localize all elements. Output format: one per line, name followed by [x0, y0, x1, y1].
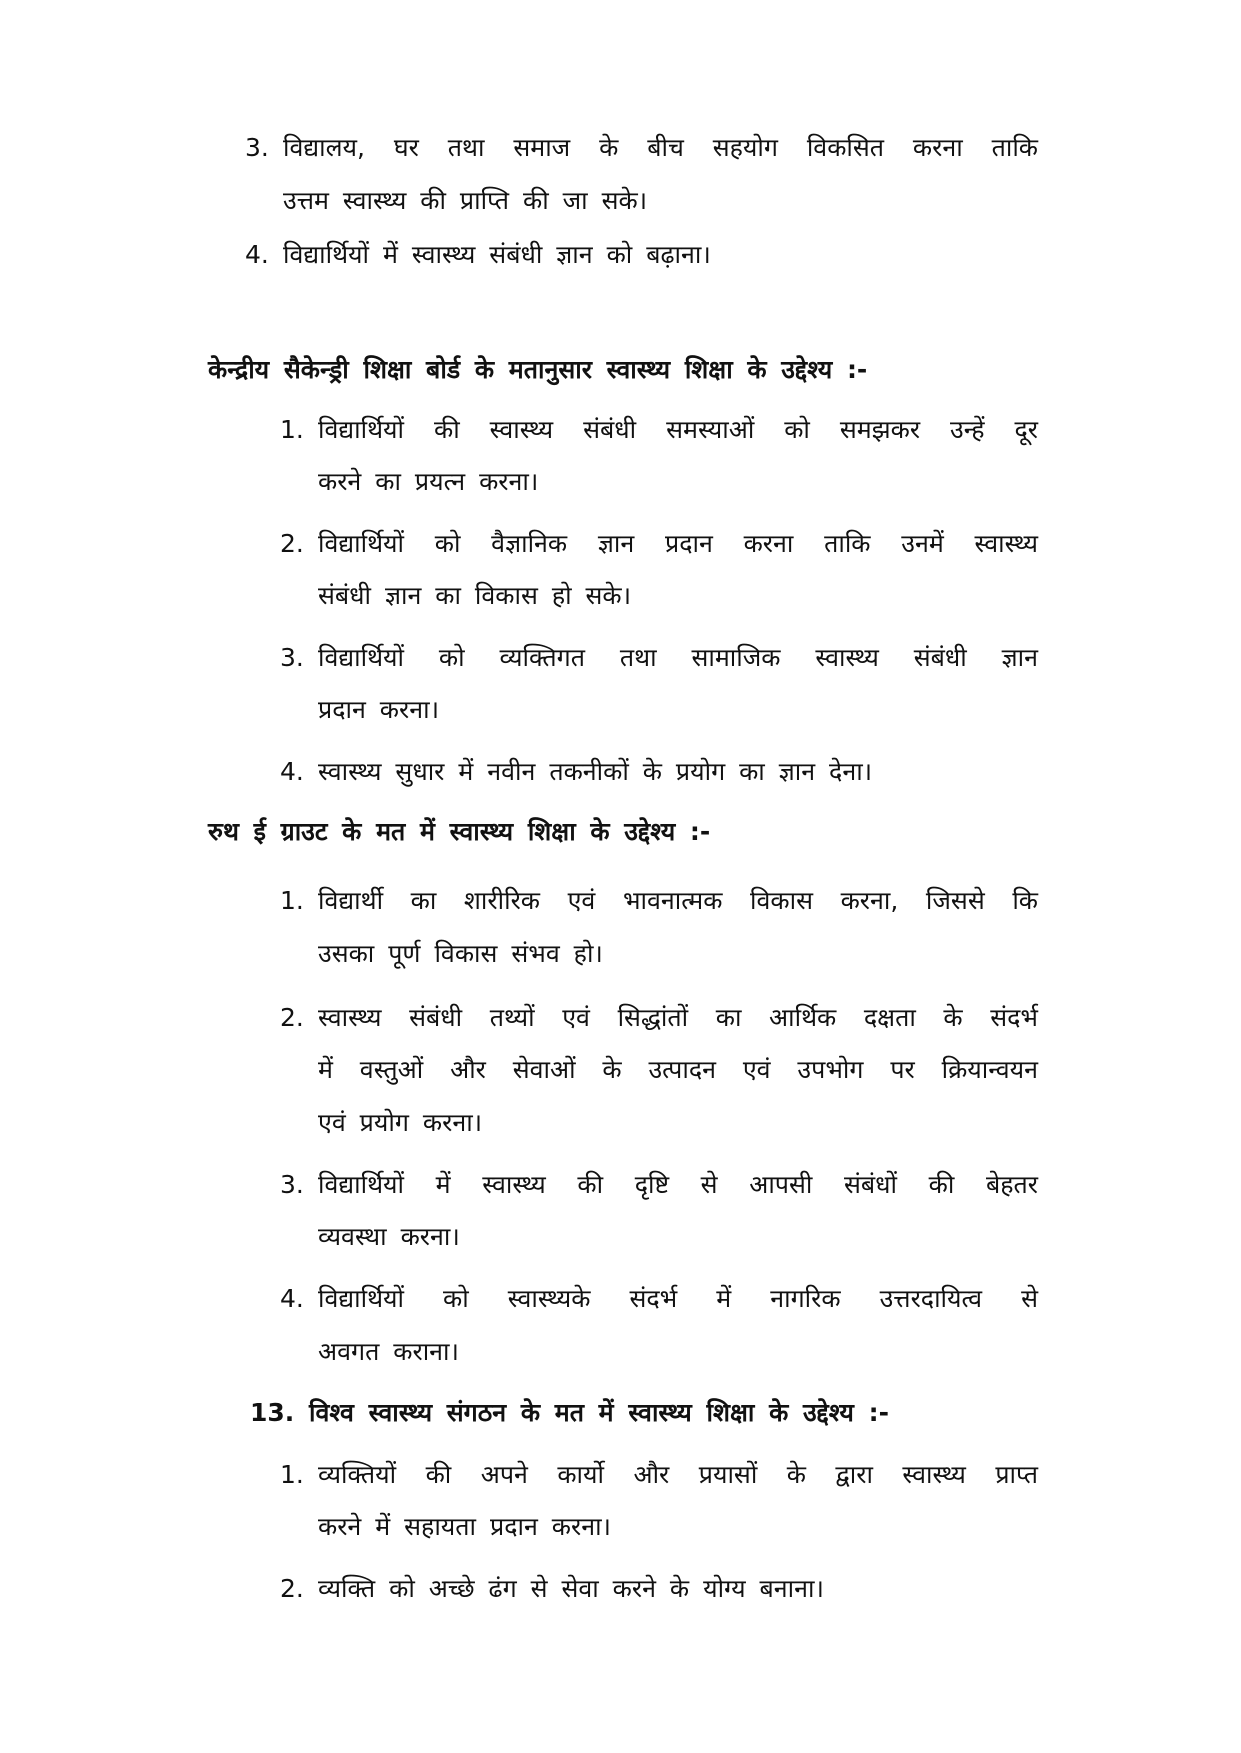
intro-item-3-line1: 3. विद्यालय, घर तथा समाज के बीच सहयोग विकसित करना ताकि [283, 131, 1038, 165]
grout-item-3-number: 3. [280, 1170, 304, 1199]
cbse-item-3-line1: 3. विद्यार्थियों को व्यक्तिगत तथा सामाजिक स्वास्थ्य संबंधी ज्ञान [318, 641, 1038, 675]
grout-item-3-line1: 3. विद्यार्थियों में स्वास्थ्य की दृष्टि से आपसी संबंधों की बेहतर [318, 1168, 1038, 1202]
grout-item-1-line2: उसका पूर्ण विकास संभव हो। [318, 939, 603, 968]
grout-item-4-number: 4. [280, 1284, 304, 1313]
cbse-item-2-line2: संबंधी ज्ञान का विकास हो सके। [318, 581, 632, 610]
grout-item-2-line1: 2. स्वास्थ्य संबंधी तथ्यों एवं सिद्धांतों का आर्थिक दक्षता के संदर्भ [318, 1001, 1038, 1035]
grout-item-2-line2: में वस्तुओं और सेवाओं के उत्पादन एवं उपभोग पर क्रियान्वयन [318, 1055, 1038, 1084]
section-heading-ruth-grout: रुथ ई ग्राउट के मत में स्वास्थ्य शिक्षा के उद्देश्य :- [208, 817, 711, 846]
intro-item-4-number: 4. [245, 240, 269, 269]
intro-item-3-number: 3. [245, 133, 269, 162]
cbse-item-4-number: 4. [280, 757, 304, 786]
who-item-1-line2: करने में सहायता प्रदान करना। [318, 1512, 612, 1541]
cbse-item-3-number: 3. [280, 643, 304, 672]
section-heading-cbse: केन्द्रीय सैकेन्ड्री शिक्षा बोर्ड के मतानुसार स्वास्थ्य शिक्षा के उद्देश्य :- [208, 355, 868, 384]
cbse-item-3-line2: प्रदान करना। [318, 695, 440, 724]
grout-item-1-number: 1. [280, 886, 304, 915]
cbse-item-4-line1: 4. स्वास्थ्य सुधार में नवीन तकनीकों के प्रयोग का ज्ञान देना। [318, 755, 872, 789]
cbse-item-1-number: 1. [280, 415, 304, 444]
intro-item-3-line2: उत्तम स्वास्थ्य की प्राप्ति की जा सके। [283, 186, 648, 215]
who-item-1-number: 1. [280, 1460, 304, 1489]
cbse-item-2-number: 2. [280, 529, 304, 558]
grout-item-1-line1: 1. विद्यार्थी का शारीरिक एवं भावनात्मक विकास करना, जिससे कि [318, 884, 1038, 918]
who-item-2-number: 2. [280, 1574, 304, 1603]
grout-item-2-number: 2. [280, 1003, 304, 1032]
grout-item-4-line1: 4. विद्यार्थियों को स्वास्थ्यके संदर्भ में नागरिक उत्तरदायित्व से [318, 1282, 1038, 1316]
grout-item-4-line2: अवगत कराना। [318, 1337, 459, 1366]
section-heading-who: 13. विश्व स्वास्थ्य संगठन के मत में स्वास्थ्य शिक्षा के उद्देश्य :- [250, 1398, 889, 1427]
who-item-1-line1: 1. व्यक्तियों की अपने कार्यो और प्रयासों के द्वारा स्वास्थ्य प्राप्त [318, 1458, 1038, 1492]
cbse-item-1-line1: 1. विद्यार्थियों की स्वास्थ्य संबंधी समस्याओं को समझकर उन्हें दूर [318, 413, 1038, 447]
grout-item-3-line2: व्यवस्था करना। [318, 1222, 460, 1251]
cbse-item-2-line1: 2. विद्यार्थियों को वैज्ञानिक ज्ञान प्रदान करना ताकि उनमें स्वास्थ्य [318, 527, 1038, 561]
who-item-2-line1: 2. व्यक्ति को अच्छे ढंग से सेवा करने के योग्य बनाना। [318, 1572, 824, 1606]
grout-item-2-line3: एवं प्रयोग करना। [318, 1108, 483, 1137]
cbse-item-1-line2: करने का प्रयत्न करना। [318, 467, 539, 496]
intro-item-4-line1: 4. विद्यार्थियों में स्वास्थ्य संबंधी ज्ञान को बढ़ाना। [283, 238, 711, 272]
